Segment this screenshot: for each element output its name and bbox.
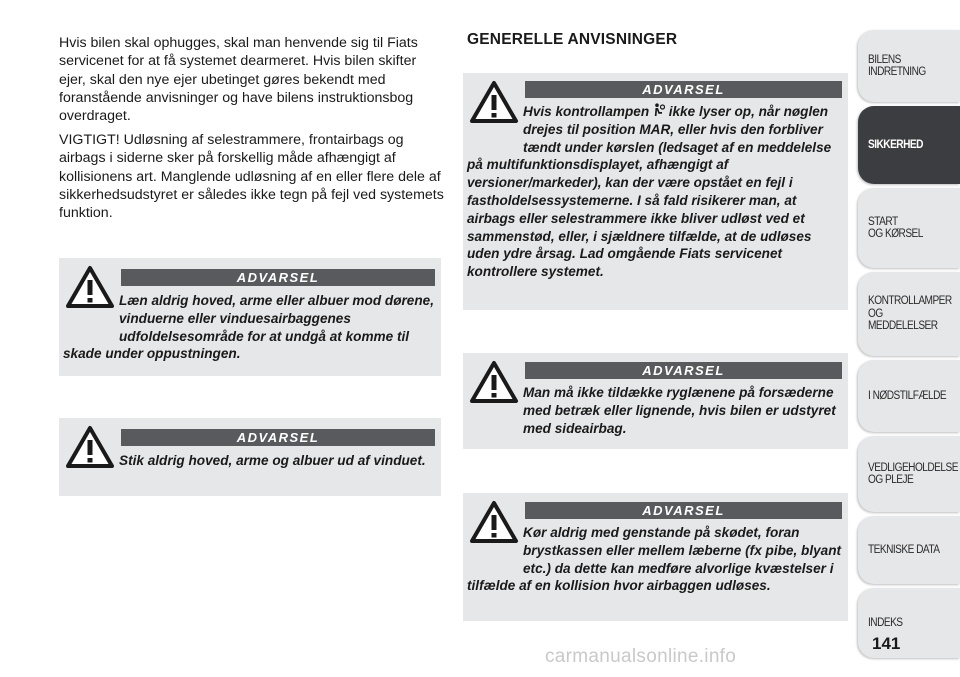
warning-label: ADVARSEL — [525, 362, 842, 379]
warning-label: ADVARSEL — [121, 269, 435, 286]
warning-text-after: ikke lyser op, når nøglen drejes til position MAR, eller hvis den forbliver tændt under kørslen (ledsaget af en meddelelse på multifunktionsdisplayet, afhængigt af versioner/markeder), kan der være opstået en fejl i fastholdelsessystemerne. I så fald risikerer man, at airbags eller selestrammere ikke bliver udløst ved et sammenstød, eller, i sjældnere tilfælde, at de udløses uden ydre årsag. Lad omgående Fiats servicenet kontrollere systemet. — [467, 104, 832, 280]
section-heading: GENERELLE ANVISNINGER — [467, 31, 678, 48]
warning-label: ADVARSEL — [525, 81, 842, 98]
airbag-warning-lamp-icon — [653, 103, 665, 117]
warning-box-window — [59, 418, 441, 496]
warning-box-warning-lamp — [463, 73, 848, 310]
tab-bilens-indretning[interactable]: BILENS INDRETNING — [858, 30, 960, 102]
tab-sikkerhed[interactable]: SIKKERHED — [858, 106, 960, 184]
tab-indeks[interactable]: INDEKS — [858, 588, 960, 658]
warning-box-window-airbag — [59, 258, 441, 376]
warning-label: ADVARSEL — [121, 429, 435, 446]
intro-paragraph: Hvis bilen skal ophugges, skal man henvende sig til Fiats servicenet for at få systemet dearmeret. Hvis bilen skifter ejer, skal den nye ejer ubetinget gøres bekendt med foranstående anvisninger og have bilens instruktionsbog overdraget. — [59, 35, 418, 125]
warning-label: ADVARSEL — [525, 502, 842, 519]
tab-start-og-korsel[interactable]: START OG KØRSEL — [858, 188, 960, 268]
warning-box-objects-lap — [463, 493, 848, 621]
warning-box-seat-covers — [463, 353, 848, 449]
page-number: 141 — [872, 634, 901, 653]
watermark: carmanualsonline.info — [545, 646, 737, 667]
tab-kontrollamper[interactable]: KONTROLLAMPER OG MEDDELELSER — [858, 272, 960, 356]
tab-i-nodstilfaelde[interactable]: I NØDSTILFÆLDE — [858, 360, 960, 432]
tab-tekniske-data[interactable]: TEKNISKE DATA — [858, 516, 960, 584]
warning-text-before: Hvis kontrollampen — [523, 104, 653, 119]
warning-text: Stik aldrig hoved, arme og albuer ud af vinduet. — [119, 453, 426, 468]
warning-text: Kør aldrig med genstande på skødet, foran brystkassen eller mellem læberne (fx pibe, blyant etc.) da dette kan medføre alvorlige kvæstelser i tilfælde af en kollision hvor airbaggen udløses. — [467, 525, 842, 594]
important-paragraph: VIGTIGT! Udløsning af selestrammere, frontairbags og airbags i siderne sker på forskellig måde afhængigt af kollisionens art. Manglende udløsning af en eller flere dele af sikkerhedsudstyret er således ikke tegn på fejl ved systemets funktion. — [59, 132, 444, 222]
warning-text: Læn aldrig hoved, arme eller albuer mod dørene, vinduerne eller vinduesairbaggenes udfoldelsesområde for at undgå at komme til skade under oppustningen. — [63, 293, 434, 362]
warning-text: Man må ikke tildække ryglænene på forsæderne med betræk eller lignende, hvis bilen er udstyret med sideairbag. — [523, 385, 836, 436]
tab-vedligeholdelse[interactable]: VEDLIGEHOLDELSE OG PLEJE — [858, 436, 960, 512]
